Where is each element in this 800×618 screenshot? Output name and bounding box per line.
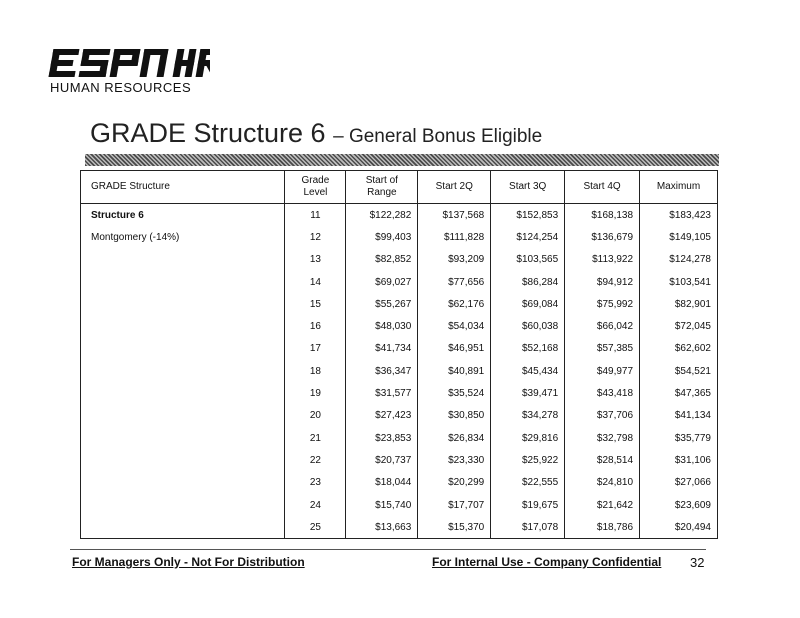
cell-start-2q: $46,951 — [418, 338, 491, 360]
footer-divider — [70, 549, 706, 550]
cell-start-2q: $15,370 — [418, 516, 491, 539]
cell-start-2q: $30,850 — [418, 405, 491, 427]
table-row — [81, 472, 718, 494]
structure-note: Montgomery (-14%) — [81, 226, 285, 248]
structure-cell — [81, 427, 285, 449]
cell-start-3q: $19,675 — [491, 494, 565, 516]
header-start-3q: Start 3Q — [491, 171, 565, 204]
cell-maximum: $72,045 — [640, 315, 718, 337]
table-row — [81, 360, 718, 382]
cell-start-4q: $168,138 — [565, 204, 640, 227]
cell-maximum: $54,521 — [640, 360, 718, 382]
cell-start-4q: $94,912 — [565, 271, 640, 293]
cell-start-4q: $28,514 — [565, 449, 640, 471]
cell-maximum: $23,609 — [640, 494, 718, 516]
structure-cell — [81, 360, 285, 382]
cell-start-3q: $34,278 — [491, 405, 565, 427]
cell-start-2q: $77,656 — [418, 271, 491, 293]
structure-cell — [81, 405, 285, 427]
cell-grade-level: 20 — [285, 405, 346, 427]
cell-start-2q: $62,176 — [418, 293, 491, 315]
cell-start-of-range: $27,423 — [346, 405, 418, 427]
structure-cell — [81, 315, 285, 337]
cell-start-2q: $26,834 — [418, 427, 491, 449]
page-number: 32 — [690, 555, 705, 570]
cell-start-2q: $35,524 — [418, 382, 491, 404]
table-row — [81, 405, 718, 427]
grade-table — [80, 170, 718, 539]
cell-start-of-range: $15,740 — [346, 494, 418, 516]
structure-cell — [81, 472, 285, 494]
cell-start-2q: $111,828 — [418, 226, 491, 248]
cell-maximum: $183,423 — [640, 204, 718, 227]
cell-start-of-range: $23,853 — [346, 427, 418, 449]
cell-start-3q: $86,284 — [491, 271, 565, 293]
structure-cell — [81, 382, 285, 404]
cell-maximum: $103,541 — [640, 271, 718, 293]
cell-maximum: $82,901 — [640, 293, 718, 315]
cell-start-of-range: $41,734 — [346, 338, 418, 360]
cell-start-2q: $40,891 — [418, 360, 491, 382]
cell-start-2q: $54,034 — [418, 315, 491, 337]
cell-grade-level: 15 — [285, 293, 346, 315]
cell-start-of-range: $99,403 — [346, 226, 418, 248]
table-row — [81, 249, 718, 271]
cell-start-2q: $93,209 — [418, 249, 491, 271]
header-start-2q: Start 2Q — [418, 171, 491, 204]
espn-hr-wordmark — [38, 46, 210, 80]
cell-maximum: $124,278 — [640, 249, 718, 271]
footer-left-note: For Managers Only - Not For Distribution — [72, 555, 305, 569]
header-start-of-range: Start of Range — [346, 171, 418, 204]
cell-maximum: $31,106 — [640, 449, 718, 471]
cell-start-4q: $21,642 — [565, 494, 640, 516]
header-maximum: Maximum — [640, 171, 718, 204]
cell-grade-level: 12 — [285, 226, 346, 248]
structure-name: Structure 6 — [81, 204, 285, 227]
table-row — [81, 449, 718, 471]
cell-start-3q: $52,168 — [491, 338, 565, 360]
cell-start-of-range: $31,577 — [346, 382, 418, 404]
table-row — [81, 494, 718, 516]
footer-right-note: For Internal Use - Company Confidential — [432, 555, 662, 569]
cell-start-4q: $113,922 — [565, 249, 640, 271]
structure-cell — [81, 449, 285, 471]
cell-grade-level: 24 — [285, 494, 346, 516]
cell-start-3q: $17,078 — [491, 516, 565, 539]
table-row — [81, 204, 718, 227]
cell-maximum: $149,105 — [640, 226, 718, 248]
cell-start-3q: $25,922 — [491, 449, 565, 471]
cell-start-3q: $45,434 — [491, 360, 565, 382]
header-grade-structure: GRADE Structure — [81, 171, 285, 204]
structure-cell — [81, 249, 285, 271]
structure-cell — [81, 338, 285, 360]
table-row — [81, 271, 718, 293]
cell-start-3q: $124,254 — [491, 226, 565, 248]
espn-hr-logo — [38, 46, 210, 98]
cell-start-3q: $29,816 — [491, 427, 565, 449]
cell-start-of-range: $20,737 — [346, 449, 418, 471]
cell-start-2q: $20,299 — [418, 472, 491, 494]
cell-start-of-range: $69,027 — [346, 271, 418, 293]
cell-start-3q: $152,853 — [491, 204, 565, 227]
cell-start-4q: $75,992 — [565, 293, 640, 315]
cell-maximum: $35,779 — [640, 427, 718, 449]
cell-start-of-range: $48,030 — [346, 315, 418, 337]
title-divider — [85, 154, 719, 166]
cell-start-4q: $37,706 — [565, 405, 640, 427]
cell-start-4q: $66,042 — [565, 315, 640, 337]
table-row — [81, 338, 718, 360]
table-header-row — [81, 171, 718, 204]
cell-grade-level: 22 — [285, 449, 346, 471]
logo-subtitle: HUMAN RESOURCES — [50, 80, 192, 95]
table-row — [81, 226, 718, 248]
cell-start-3q: $22,555 — [491, 472, 565, 494]
cell-grade-level: 18 — [285, 360, 346, 382]
cell-start-4q: $136,679 — [565, 226, 640, 248]
cell-grade-level: 13 — [285, 249, 346, 271]
cell-start-3q: $69,084 — [491, 293, 565, 315]
page-title — [90, 118, 542, 149]
cell-grade-level: 17 — [285, 338, 346, 360]
cell-start-of-range: $122,282 — [346, 204, 418, 227]
cell-start-4q: $18,786 — [565, 516, 640, 539]
cell-grade-level: 11 — [285, 204, 346, 227]
cell-start-of-range: $36,347 — [346, 360, 418, 382]
cell-start-of-range: $18,044 — [346, 472, 418, 494]
structure-cell — [81, 516, 285, 539]
cell-maximum: $20,494 — [640, 516, 718, 539]
cell-start-4q: $43,418 — [565, 382, 640, 404]
cell-start-2q: $23,330 — [418, 449, 491, 471]
cell-maximum: $41,134 — [640, 405, 718, 427]
cell-start-3q: $103,565 — [491, 249, 565, 271]
cell-start-4q: $49,977 — [565, 360, 640, 382]
cell-start-of-range: $55,267 — [346, 293, 418, 315]
table-row — [81, 516, 718, 539]
structure-cell — [81, 293, 285, 315]
cell-maximum: $47,365 — [640, 382, 718, 404]
header-start-4q: Start 4Q — [565, 171, 640, 204]
cell-start-of-range: $13,663 — [346, 516, 418, 539]
cell-start-4q: $32,798 — [565, 427, 640, 449]
structure-cell — [81, 494, 285, 516]
page-title-main: GRADE Structure 6 — [90, 118, 326, 148]
cell-start-3q: $60,038 — [491, 315, 565, 337]
cell-start-2q: $17,707 — [418, 494, 491, 516]
cell-maximum: $62,602 — [640, 338, 718, 360]
structure-cell — [81, 271, 285, 293]
cell-grade-level: 21 — [285, 427, 346, 449]
cell-start-of-range: $82,852 — [346, 249, 418, 271]
table-row — [81, 315, 718, 337]
table-row — [81, 293, 718, 315]
header-grade-level: Grade Level — [285, 171, 346, 204]
page-title-sub: – General Bonus Eligible — [333, 126, 543, 147]
cell-start-4q: $24,810 — [565, 472, 640, 494]
cell-start-4q: $57,385 — [565, 338, 640, 360]
cell-grade-level: 23 — [285, 472, 346, 494]
table-row — [81, 427, 718, 449]
cell-start-2q: $137,568 — [418, 204, 491, 227]
cell-grade-level: 16 — [285, 315, 346, 337]
cell-start-3q: $39,471 — [491, 382, 565, 404]
cell-grade-level: 25 — [285, 516, 346, 539]
cell-grade-level: 19 — [285, 382, 346, 404]
cell-grade-level: 14 — [285, 271, 346, 293]
table-row — [81, 382, 718, 404]
cell-maximum: $27,066 — [640, 472, 718, 494]
